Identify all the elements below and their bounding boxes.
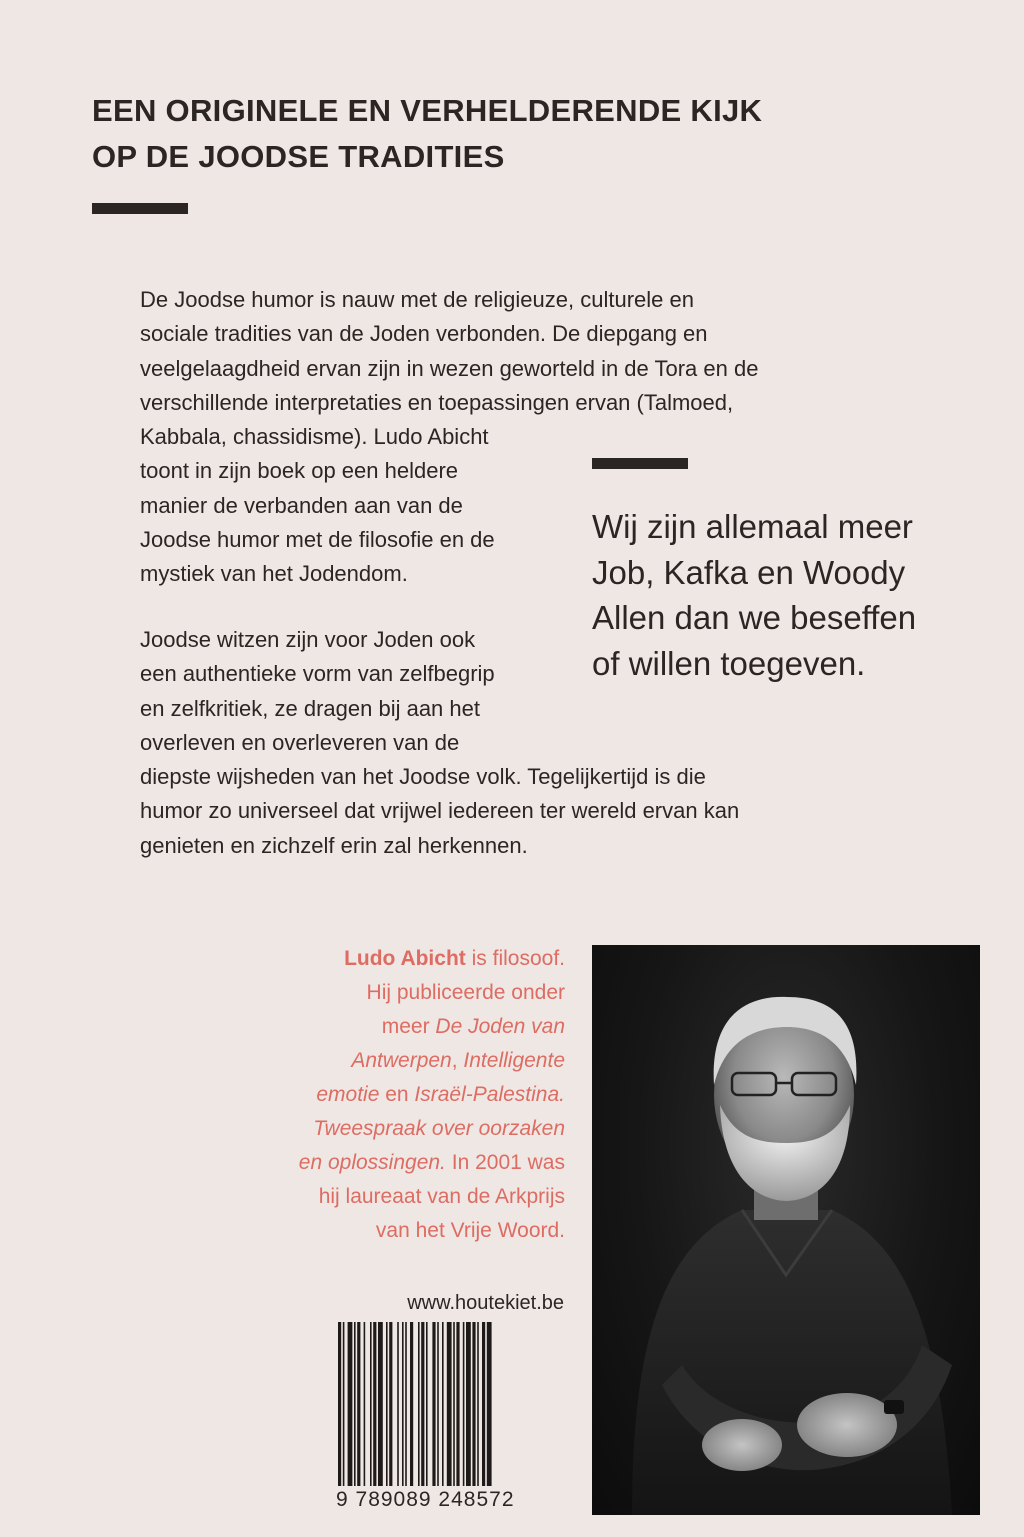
bio-line: Antwerpen, Intelligente [351, 1049, 565, 1072]
quote-rule [592, 458, 688, 469]
body-line: manier de verbanden aan van de [140, 492, 463, 518]
author-photo [592, 945, 980, 1515]
bio-line: meer De Joden van [381, 1015, 565, 1038]
barcode-bar [432, 1322, 435, 1486]
barcode-bar [405, 1322, 407, 1486]
isbn-number: 9 789089 248572 [336, 1488, 515, 1511]
bio-line: Ludo Abicht is filosoof. [344, 947, 565, 970]
body-line: Kabbala, chassidisme). Ludo Abicht [140, 424, 489, 450]
body-line: veelgelaagdheid ervan zijn in wezen geworteld in de Tora en de [140, 355, 759, 381]
barcode-bar [437, 1322, 439, 1486]
body-line: humor zo universeel dat vrijwel iedereen ter wereld ervan kan [140, 798, 740, 824]
bio-line: en oplossingen. In 2001 was [298, 1151, 565, 1174]
barcode-bar [402, 1322, 404, 1486]
barcode-bar [472, 1322, 475, 1486]
headline-line-2: OP DE JOODSE TRADITIES [92, 139, 505, 174]
barcode-bar [343, 1322, 345, 1486]
barcode-bar [466, 1322, 471, 1486]
barcode [336, 1322, 564, 1486]
barcode-bar [354, 1322, 356, 1486]
quote-line: Wij zijn allemaal meer [592, 508, 913, 545]
author-bio [245, 942, 565, 1248]
bio-line: van het Vrije Woord. [375, 1219, 565, 1242]
barcode-bar [453, 1322, 455, 1486]
barcode-bar [482, 1322, 485, 1486]
body-line: De Joodse humor is nauw met de religieuze, culturele en [140, 287, 694, 312]
bio-line: emotie en Israël-Palestina. [316, 1083, 565, 1106]
barcode-bar [442, 1322, 444, 1486]
barcode-bar [410, 1322, 413, 1486]
barcode-bar [386, 1322, 388, 1486]
body-line: sociale tradities van de Joden verbonden. De diepgang en [140, 321, 708, 347]
bio-line: Hij publiceerde onder [366, 981, 565, 1004]
author-name: Ludo Abicht [344, 947, 466, 970]
barcode-bar [487, 1322, 492, 1486]
barcode-bar [418, 1322, 420, 1486]
barcode-bar [477, 1322, 479, 1486]
barcode-bar [426, 1322, 428, 1486]
body-line: genieten en zichzelf erin zal herkennen. [140, 832, 528, 858]
publisher-website: www.houtekiet.be [407, 1292, 564, 1314]
body-line: overleven en overleveren van de [140, 729, 460, 755]
headline-line-1: EEN ORIGINELE EN VERHELDERENDE KIJK [92, 93, 763, 128]
barcode-bar [364, 1322, 366, 1486]
barcode-bar [456, 1322, 459, 1486]
quote-line: of willen toegeven. [592, 644, 866, 682]
barcode-bar [421, 1322, 424, 1486]
body-line: verschillende interpretaties en toepassingen ervan (Talmoed, [140, 389, 734, 415]
quote-line: Job, Kafka en Woody [592, 553, 906, 591]
barcode-bar [338, 1322, 341, 1486]
bio-line: Tweespraak over oorzaken [313, 1117, 565, 1140]
barcode-bar [378, 1322, 383, 1486]
body-line: diepste wijsheden van het Joodse volk. Tegelijkertijd is die [140, 764, 706, 790]
body-line: mystiek van het Jodendom. [140, 561, 408, 587]
barcode-bar [397, 1322, 399, 1486]
headline [92, 88, 892, 180]
barcode-bar [370, 1322, 372, 1486]
barcode-bar [447, 1322, 452, 1486]
body-line: en zelfkritiek, ze dragen bij aan het [140, 695, 480, 721]
bio-line: hij laureaat van de Arkprijs [318, 1185, 565, 1208]
barcode-bar [389, 1322, 392, 1486]
barcode-bar [357, 1322, 360, 1486]
quote-line: Allen dan we beseffen [592, 599, 917, 636]
body-line: toont in zijn boek op een heldere [140, 458, 459, 484]
barcode-bar [463, 1322, 465, 1486]
pull-quote [592, 504, 992, 686]
body-line: Joodse witzen zijn voor Joden ook [140, 627, 476, 652]
barcode-bar [373, 1322, 376, 1486]
body-line: Joodse humor met de filosofie en de [140, 527, 495, 553]
headline-rule [92, 203, 188, 214]
barcode-bar [348, 1322, 353, 1486]
body-line: een authentieke vorm van zelfbegrip [140, 661, 495, 687]
